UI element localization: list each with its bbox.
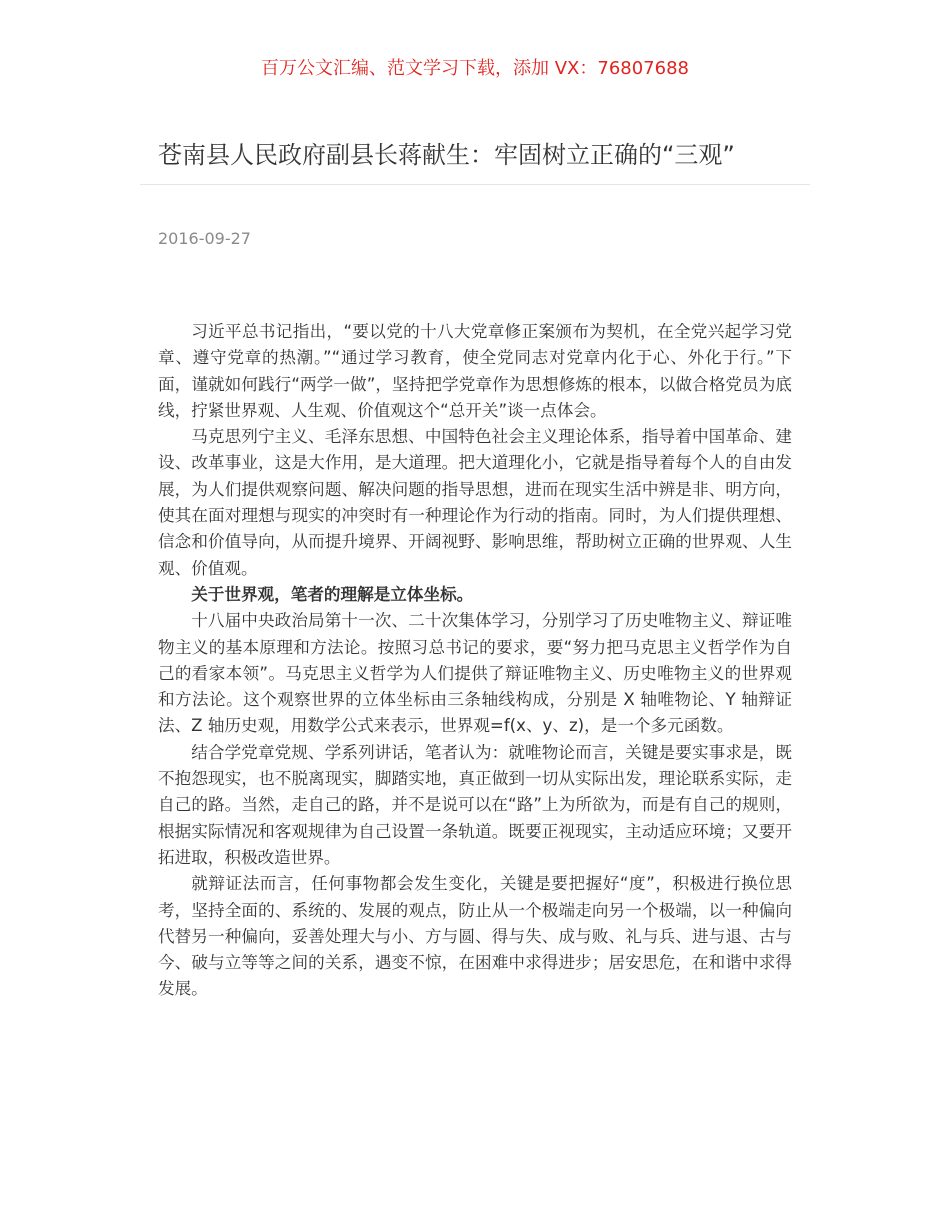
article-body xyxy=(158,319,792,1003)
paragraph-intro: 习近平总书记指出，“要以党的十八大党章修正案颁布为契机，在全党兴起学习党章、遵守党章的热潮。”“通过学习教育，使全党同志对党章内化于心、外化于行。”下面，谨就如何践行“两学一做”，坚持把学党章作为思想修炼的根本，以做合格党员为底线，拧紧世界观、人生观、价值观这个“总开关”谈一点体会。 xyxy=(158,322,792,420)
article-title: 苍南县人民政府副县长蒋献生：牢固树立正确的“三观” xyxy=(158,141,735,169)
promo-banner: 百万公文汇编、范文学习下载，添加 VX：76807688 xyxy=(261,58,689,79)
paragraph-worldview-heading: 关于世界观，笔者的理解是立体坐标。 xyxy=(191,584,474,604)
paragraph-coordinates: 十八届中央政治局第十一次、二十次集体学习，分别学习了历史唯物主义、辩证唯物主义的基本原理和方法论。按照习总书记的要求，要“努力把马克思主义哲学作为自己的看家本领”。马克思主义哲学为人们提供了辩证唯物主义、历史唯物主义的世界观和方法论。这个观察世界的立体坐标由三条轴线构成，分别是 X 轴唯物论、Y 轴辩证法、Z 轴历史观，用数学公式来表示，世界观=f(x、y、z)，是一个多元函数。 xyxy=(158,611,792,736)
paragraph-materialism: 结合学党章党规、学系列讲话，笔者认为：就唯物论而言，关键是要实事求是，既不抱怨现实，也不脱离现实，脚踏实地，真正做到一切从实际出发，理论联系实际，走自己的路。当然，走自己的路，并不是说可以在“路”上为所欲为，而是有自己的规则，根据实际情况和客观规律为自己设置一条轨道。既要正视现实，主动适应环境；又要开拓进取，积极改造世界。 xyxy=(158,742,792,867)
title-divider xyxy=(140,184,810,185)
paragraph-dialectics: 就辩证法而言，任何事物都会发生变化，关键是要把握好“度”，积极进行换位思考，坚持全面的、系统的、发展的观点，防止从一个极端走向另一个极端，以一种偏向代替另一种偏向，妥善处理大与小、方与圆、得与失、成与败、礼与兵、进与退、古与今、破与立等等之间的关系，遇变不惊，在困难中求得进步；居安思危，在和谐中求得发展。 xyxy=(158,874,792,999)
article-date: 2016-09-27 xyxy=(158,229,251,248)
paragraph-theory: 马克思列宁主义、毛泽东思想、中国特色社会主义理论体系，指导着中国革命、建设、改革事业，这是大作用，是大道理。把大道理化小，它就是指导着每个人的自由发展，为人们提供观察问题、解决问题的指导思想，进而在现实生活中辨是非、明方向，使其在面对理想与现实的冲突时有一种理论作为行动的指南。同时，为人们提供理想、信念和价值导向，从而提升境界、开阔视野、影响思维，帮助树立正确的世界观、人生观、价值观。 xyxy=(158,427,792,578)
